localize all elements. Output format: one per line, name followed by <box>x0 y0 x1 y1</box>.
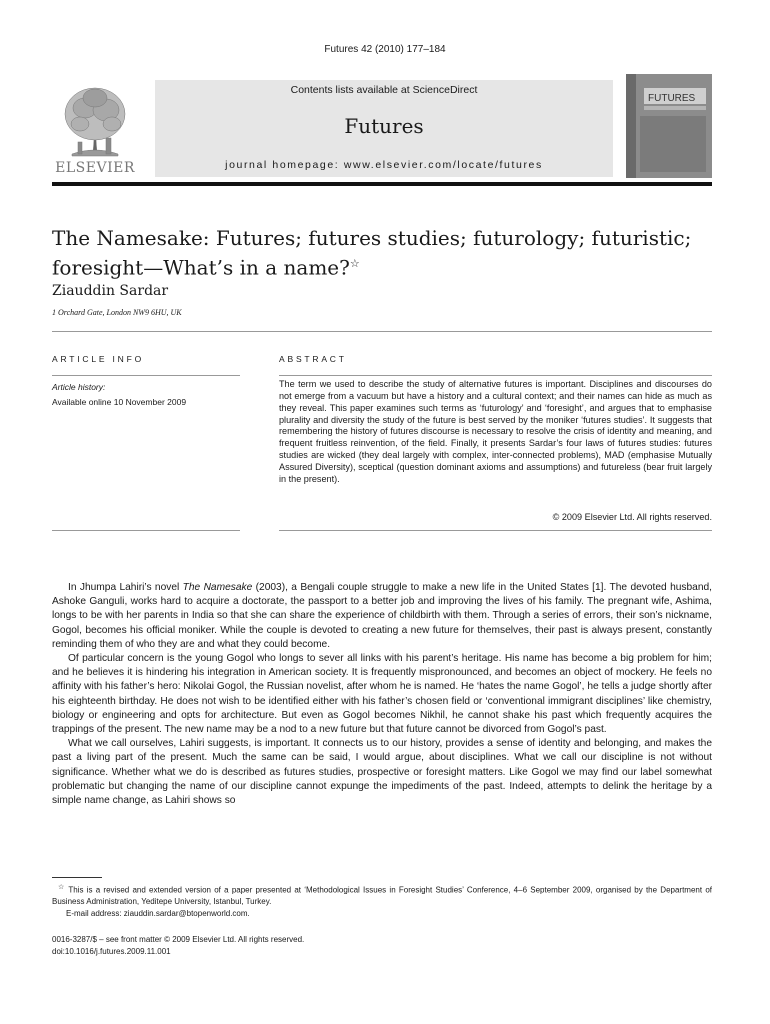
abstract-copyright: © 2009 Elsevier Ltd. All rights reserved. <box>552 512 712 522</box>
article-info-heading: ARTICLE INFO <box>52 354 145 364</box>
abstract-heading: ABSTRACT <box>279 354 347 364</box>
journal-homepage[interactable]: journal homepage: www.elsevier.com/locate/futures <box>225 159 543 171</box>
article-history-label: Article history: <box>52 382 106 392</box>
abstract-text: The term we used to describe the study of alternative futures is important. Disciplines and discourses do not emerge from a vacuum but have a history and a cultural context; and their names can hide as much as they reveal. This paper examines such terms as ‘futurology’ and ‘foresight’, and argues that to emphasise plurality and diversity the study of the future is best served by the moniker ‘futures studies’. It suggests that remembering the history of futures discourse is necessary to resolve the crisis of identity and meaning, and frequent fruitless reinvention, of the field. Finally, it presents Sardar’s four laws of futures studies: futures studies are wicked (they deal largely with complex, inter-connected problems), MAD (emphasise Mutually Assured Diversity), sceptical (question dominant axioms and assumptions) and futureless (bear fruit largely in the present). <box>279 379 712 484</box>
body-p1-rest: (2003), a Bengali couple struggle to make a new life in the United States [1]. The devoted husband, Ashoke Ganguli, works hard to acquire a doctorate, the passport to a better job and improving the lives of his family. The pregnant wife, Ashima, longs to be with her parents in India so that she can share the experience of childbirth with them. Through a series of errors, their son’s nickname, Gogol, becomes his official moniker. While the couple is devoted to creating a new future for themselves, their past is always present, constantly reminding them of who they are and what they could become. <box>52 582 712 650</box>
abstract-bottom-divider <box>279 530 712 531</box>
contents-prefix: Contents lists available at <box>290 84 413 96</box>
info-bottom-divider <box>52 530 240 531</box>
title-divider <box>52 331 712 332</box>
doi-link[interactable]: doi:10.1016/j.futures.2009.11.001 <box>52 946 171 956</box>
issn-block <box>52 934 304 957</box>
author-name[interactable]: Ziauddin Sardar <box>52 283 169 299</box>
publisher-wordmark: ELSEVIER <box>55 160 135 176</box>
footnote-text-line <box>52 882 712 908</box>
journal-cover-image <box>626 74 712 178</box>
article-title <box>52 226 712 281</box>
article-history-value: Available online 10 November 2009 <box>52 397 187 407</box>
journal-reference: Futures 42 (2010) 177–184 <box>324 44 446 55</box>
author-email[interactable]: E-mail address: ziauddin.sardar@btopenworld.com. <box>66 908 250 918</box>
footnote-text: This is a revised and extended version of a paper presented at ‘Methodological Issues in Foresight Studies’ Conference, 4–6 September 2009, organised by the Department of Business Administration, Yeditepe University, Istanbul, Turkey. <box>52 885 713 907</box>
journal-title: Futures <box>344 114 424 138</box>
cover-title: FUTURES <box>648 93 696 104</box>
footnote-divider <box>52 877 102 878</box>
abstract-top-divider <box>279 375 712 376</box>
info-top-divider <box>52 375 240 376</box>
issn-line: 0016-3287/$ – see front matter © 2009 Elsevier Ltd. All rights reserved. <box>52 935 305 944</box>
body-p1-start: In Jhumpa Lahiri’s novel <box>68 582 183 593</box>
body-paragraph <box>52 581 712 652</box>
article-title-text: The Namesake: Futures; futures studies; futurology; futuristic; foresight—What’s in a name? <box>52 226 692 280</box>
title-footnote-mark[interactable]: ☆ <box>349 257 360 270</box>
header-divider <box>52 182 712 186</box>
sciencedirect-link[interactable]: ScienceDirect <box>412 84 478 96</box>
footnote-mark: ☆ <box>58 884 66 891</box>
author-affiliation: 1 Orchard Gate, London NW9 6HU, UK <box>52 308 182 317</box>
article-body <box>52 581 712 808</box>
elsevier-logo <box>50 80 140 176</box>
novel-title: The Namesake <box>182 582 253 593</box>
body-paragraph: What we call ourselves, Lahiri suggests, is important. It connects us to our history, provides a sense of identity and belonging, and makes the past a living part of the present. Much the same can be said, I would argue, about disciplines. What we call our discipline is not without significance. Whether what we do is described as futures studies, prospective or foresight matters. Like Gogol we may find our label somewhat problematic but changing the name of our discipline cannot expunge the impediments of the past. Indeed, attempts to delink the heritage by a simple name change, as Lahiri shows so <box>52 738 712 807</box>
contents-availability <box>155 84 613 96</box>
footnote <box>52 882 712 919</box>
body-paragraph: Of particular concern is the young Gogol who longs to sever all links with his parent’s heritage. His name has become a big problem for him; and he believes it is hindering his integration in American society. It is frequently mispronounced, and becomes an object of mockery. He feels no affinity with his father’s hero: Nikolai Gogol, the Russian novelist, after whom he is named. He ‘hates the name Gogol’, he tells a judge shortly after his eighteenth birthday. He does not wish to be identified either with his father’s chosen field or ‘conventional immigrant disciplines’ like chemistry, biology or engineering and opts for architecture. But even as Gogol becomes Nikhil, he cannot shake his past which frequently acquires the trappings of the present. The new name may be a nod to a new future but that future cannot be divorced from Gogol’s past. <box>52 653 712 736</box>
